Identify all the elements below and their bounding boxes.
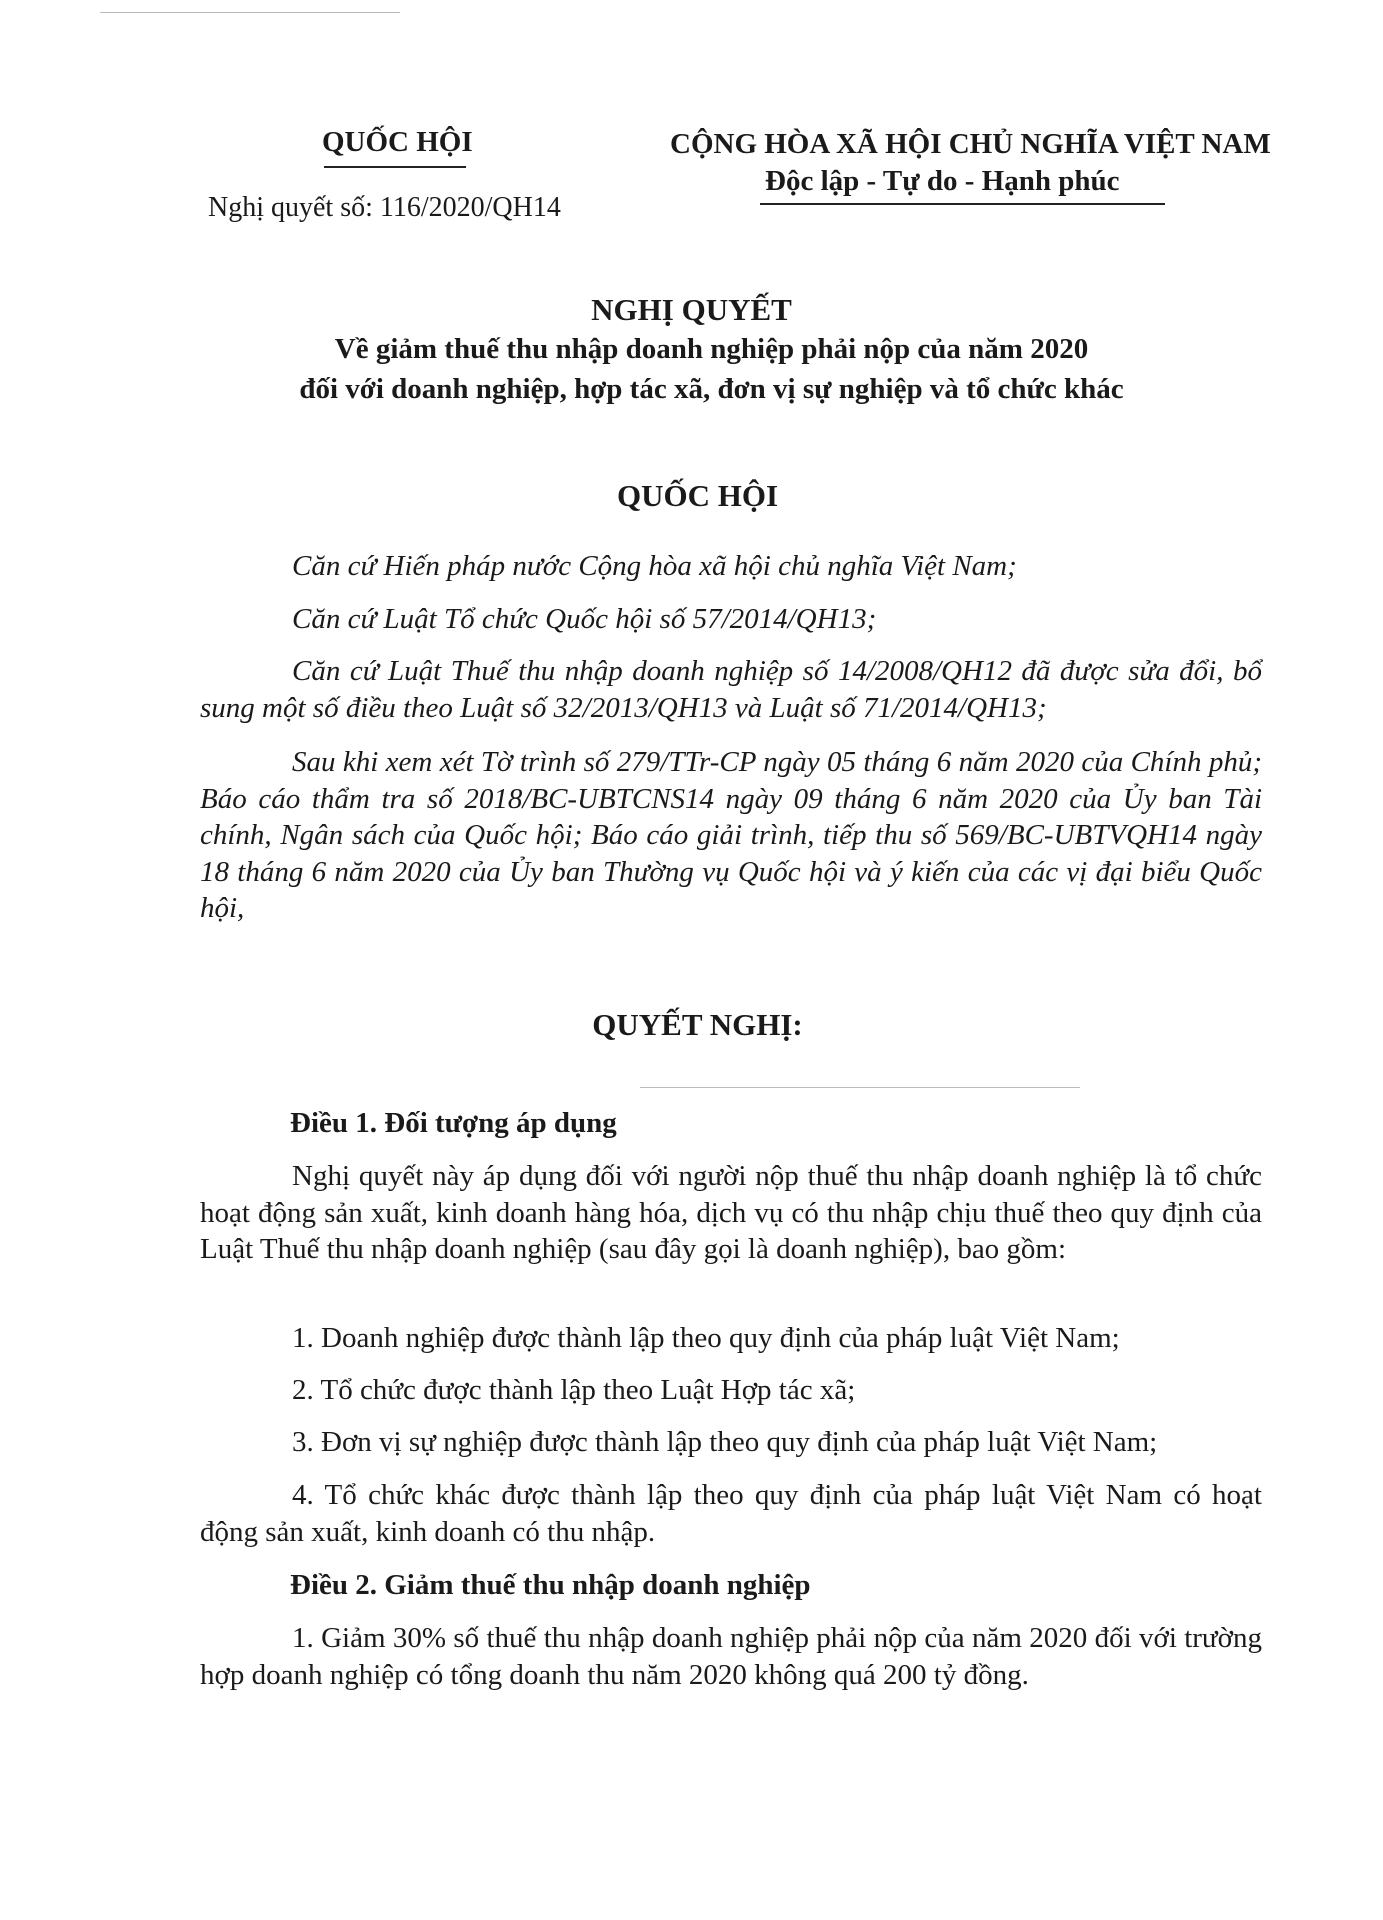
issuing-body: QUỐC HỘI — [322, 126, 473, 158]
article-2-title: Điều 2. Giảm thuế thu nhập doanh nghiệp — [290, 1569, 811, 1601]
legal-basis-tax-law: Căn cứ Luật Thuế thu nhập doanh nghiệp số 14/2008/QH12 đã được sửa đổi, bổ sung một số điều theo Luật số 32/2013/QH13 và Luật số 71/2014/QH13; — [200, 655, 1262, 724]
legal-basis-constitution: Căn cứ Hiến pháp nước Cộng hòa xã hội chủ nghĩa Việt Nam; — [292, 550, 1017, 582]
article-1-item: 1. Doanh nghiệp được thành lập theo quy định của pháp luật Việt Nam; — [292, 1322, 1120, 1354]
decision-heading: QUYẾT NGHỊ: — [592, 1007, 803, 1042]
country-name: CỘNG HÒA XÃ HỘI CHỦ NGHĨA VIỆT NAM — [670, 128, 1271, 160]
article-2-item: 1. Giảm 30% số thuế thu nhập doanh nghiệp phải nộp của năm 2020 đối với trường hợp doanh nghiệp có tổng doanh thu năm 2020 không quá 200 tỷ đồng. — [200, 1622, 1262, 1691]
issuer-heading: QUỐC HỘI — [616, 478, 779, 513]
article-1-item: 2. Tổ chức được thành lập theo Luật Hợp tác xã; — [292, 1374, 856, 1406]
scan-artifact — [640, 1087, 1080, 1088]
motto-underline — [760, 203, 1165, 205]
issuing-body-underline — [324, 166, 466, 168]
article-1-intro: Nghị quyết này áp dụng đối với người nộp thuế thu nhập doanh nghiệp là tổ chức hoạt động sản xuất, kinh doanh hàng hóa, dịch vụ có thu nhập chịu thuế theo quy định của Luật Thuế thu nhập doanh nghiệp (sau đây gọi là doanh nghiệp), bao gồm: — [200, 1160, 1262, 1265]
subject-line-2: đối với doanh nghiệp, hợp tác xã, đơn vị sự nghiệp và tổ chức khác — [299, 373, 1124, 405]
legal-basis-assembly-law: Căn cứ Luật Tổ chức Quốc hội số 57/2014/QH13; — [292, 603, 877, 635]
article-1-item: 3. Đơn vị sự nghiệp được thành lập theo quy định của pháp luật Việt Nam; — [292, 1426, 1158, 1458]
document-type: NGHỊ QUYẾT — [591, 292, 792, 327]
article-1-title: Điều 1. Đối tượng áp dụng — [290, 1107, 617, 1139]
national-motto: Độc lập - Tự do - Hạnh phúc — [765, 165, 1120, 197]
scan-artifact — [100, 12, 400, 13]
resolution-number: Nghị quyết số: 116/2020/QH14 — [208, 192, 561, 223]
subject-line-1: Về giảm thuế thu nhập doanh nghiệp phải nộp của năm 2020 — [334, 333, 1089, 365]
article-1-item: 4. Tổ chức khác được thành lập theo quy định của pháp luật Việt Nam có hoạt động sản xuất, kinh doanh có thu nhập. — [200, 1479, 1262, 1548]
legal-basis-reports: Sau khi xem xét Tờ trình số 279/TTr-CP ngày 05 tháng 6 năm 2020 của Chính phủ; Báo cáo thẩm tra số 2018/BC-UBTCNS14 ngày 09 tháng 6 năm 2020 của Ủy ban Tài chính, Ngân sách của Quốc hội; Báo cáo giải trình, tiếp thu số 569/BC-UBTVQH14 ngày 18 tháng 6 năm 2020 của Ủy ban Thường vụ Quốc hội và ý kiến của các vị đại biểu Quốc hội, — [200, 746, 1262, 924]
